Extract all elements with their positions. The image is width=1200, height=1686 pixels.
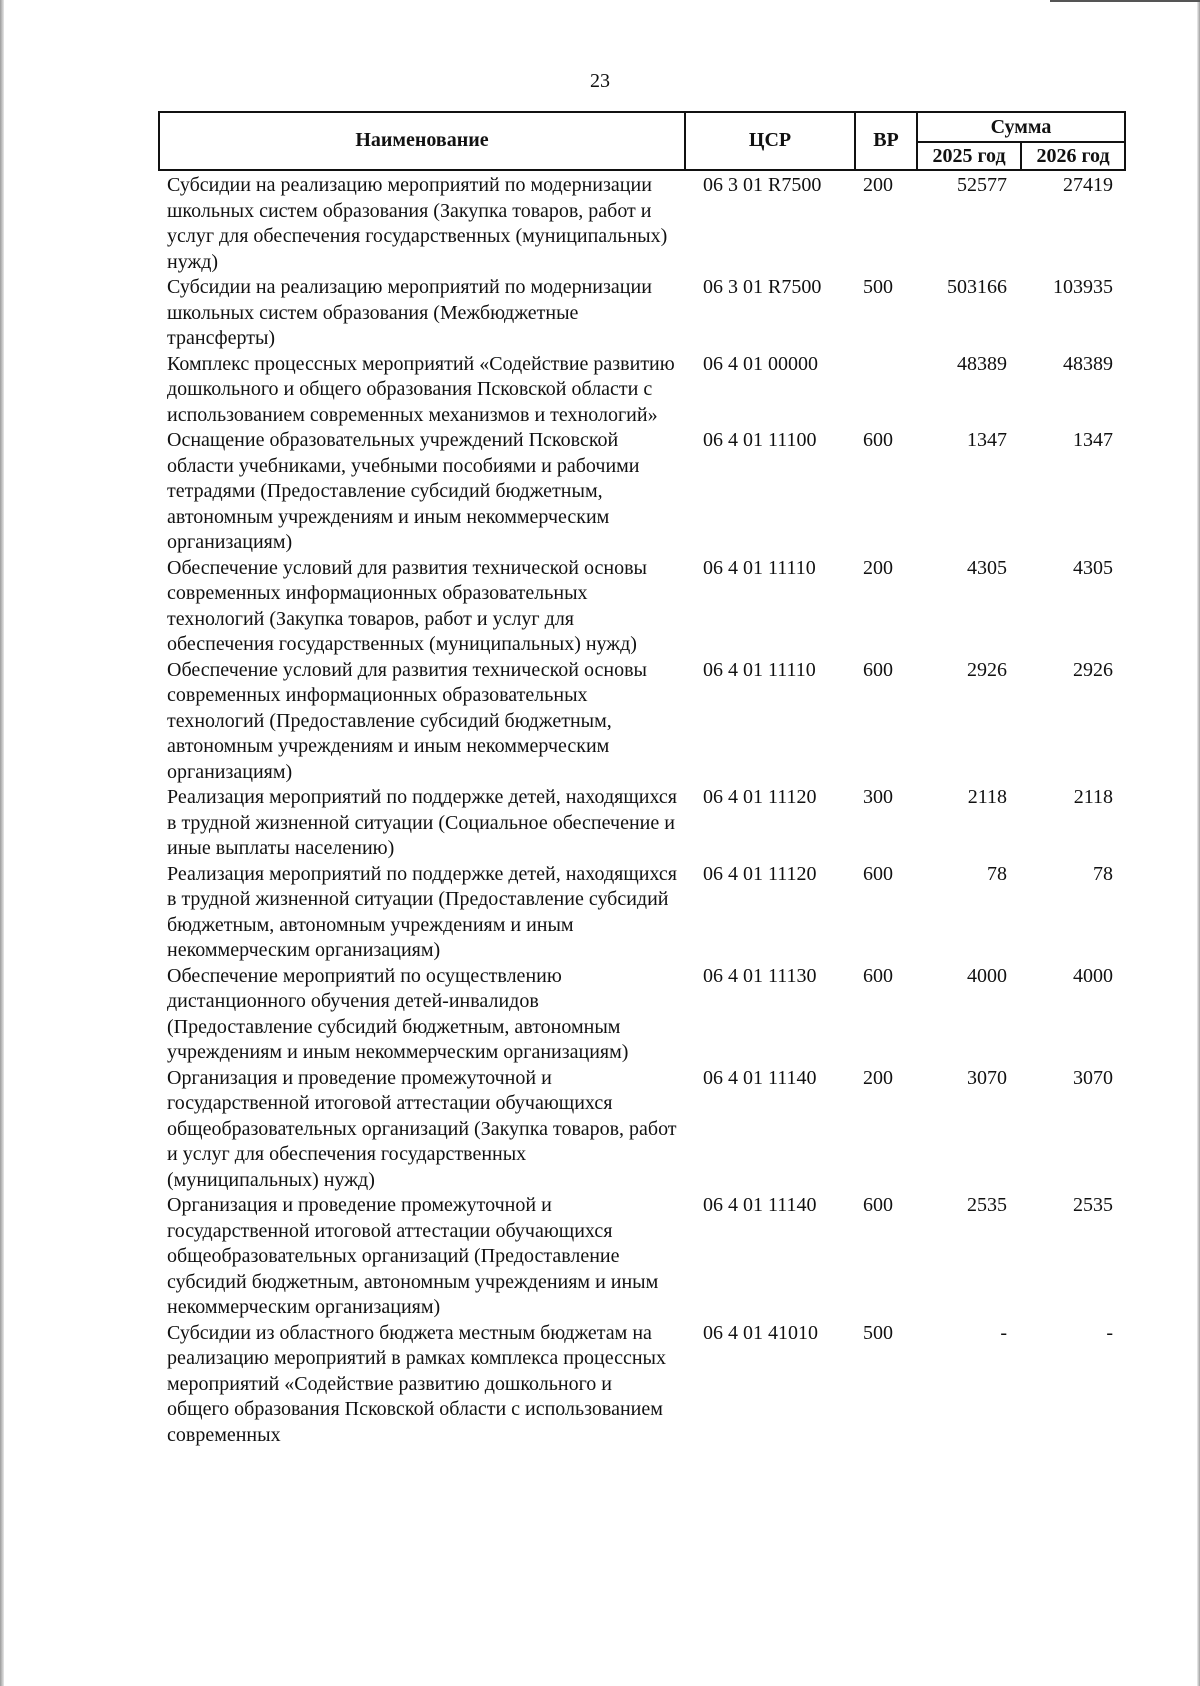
row-sum-2025: - xyxy=(1000,1321,1007,1344)
row-sum-2025: 4000 xyxy=(967,964,1007,987)
row-sum-2025: 78 xyxy=(987,862,1007,885)
row-vr xyxy=(855,352,917,429)
row-vr: 600 xyxy=(863,429,893,451)
header-name: Наименование xyxy=(159,112,685,170)
table-row xyxy=(159,658,1125,786)
row-sum-2025: 2926 xyxy=(967,658,1007,681)
row-name: Обеспечение мероприятий по осуществлению дистанционного обучения детей-инвалидов (Предоставление субсидий бюджетным, автономным учреждениям и иным некоммерческим организациям) xyxy=(167,964,629,1063)
row-sum-2026: 2926 xyxy=(1073,658,1114,681)
row-csr: 06 4 01 11120 xyxy=(703,786,817,808)
row-sum-2026: 4305 xyxy=(1073,556,1114,579)
row-csr: 06 4 01 11140 xyxy=(703,1066,817,1089)
row-csr: 06 4 01 11110 xyxy=(703,556,816,579)
header-vr: ВР xyxy=(855,112,917,170)
row-csr: 06 4 01 11130 xyxy=(703,964,817,987)
row-vr: 200 xyxy=(863,556,893,579)
row-vr: 500 xyxy=(863,276,893,298)
table-row xyxy=(159,1193,1125,1321)
table-row xyxy=(159,1321,1125,1449)
table-row xyxy=(159,428,1125,556)
row-sum-2026: 78 xyxy=(1093,862,1114,885)
row-csr: 06 4 01 11100 xyxy=(703,429,817,451)
row-csr: 06 4 01 00000 xyxy=(703,352,818,375)
scan-edge-top xyxy=(1050,0,1200,2)
page-number: 23 xyxy=(590,70,610,92)
table-header xyxy=(159,112,1125,170)
table-row xyxy=(159,862,1125,964)
row-csr: 06 4 01 11140 xyxy=(703,1194,817,1216)
header-csr: ЦСР xyxy=(685,112,855,170)
row-csr: 06 4 01 11110 xyxy=(703,658,816,681)
row-sum-2026: 48389 xyxy=(1063,352,1114,375)
header-sum: Сумма xyxy=(917,112,1125,142)
table-row xyxy=(159,352,1125,429)
table-row xyxy=(159,785,1125,862)
row-vr: 200 xyxy=(863,174,893,196)
row-name: Обеспечение условий для развития технической основы современных информационных образовательных технологий (Закупка товаров, работ и услуг для обеспечения государственных (муниципальных) нужд) xyxy=(167,556,647,655)
row-csr: 06 3 01 R7500 xyxy=(703,174,822,196)
row-csr: 06 4 01 11120 xyxy=(703,862,817,885)
row-name: Реализация мероприятий по поддержке детей, находящихся в трудной жизненной ситуации (Предоставление субсидий бюджетным, автономным учреждениям и иным некоммерческим организациям) xyxy=(167,862,677,961)
row-name: Субсидии на реализацию мероприятий по модернизации школьных систем образования (Закупка товаров, работ и услуг для обеспечения государственных (муниципальных) нужд) xyxy=(167,174,668,273)
row-vr: 200 xyxy=(863,1066,893,1089)
budget-table xyxy=(158,111,1126,1448)
table-body xyxy=(159,170,1125,1448)
row-name: Организация и проведение промежуточной и государственной итоговой аттестации обучающихся общеобразовательных организаций (Предоставление субсидий бюджетным, автономным учреждениям и иным некоммерческим организациям) xyxy=(167,1194,659,1318)
row-vr: 500 xyxy=(863,1321,893,1344)
table-row xyxy=(159,1066,1125,1194)
row-sum-2025: 2118 xyxy=(967,786,1007,808)
row-sum-2025: 1347 xyxy=(967,429,1007,451)
row-vr: 600 xyxy=(863,1194,893,1216)
table-row xyxy=(159,170,1125,275)
row-vr: 600 xyxy=(863,964,893,987)
row-sum-2025: 4305 xyxy=(967,556,1007,579)
row-vr: 300 xyxy=(863,786,893,808)
row-vr: 600 xyxy=(863,862,893,885)
row-sum-2026: 1347 xyxy=(1073,429,1114,451)
row-csr: 06 4 01 41010 xyxy=(703,1321,818,1344)
table-row xyxy=(159,964,1125,1066)
row-name: Субсидии из областного бюджета местным бюджетам на реализацию мероприятий в рамках комплекса процессных мероприятий «Содействие развитию дошкольного и общего образования Псковской области с использованием современных xyxy=(167,1321,666,1446)
row-name: Обеспечение условий для развития технической основы современных информационных образовательных технологий (Предоставление субсидий бюджетным, автономным учреждениям и иным некоммерческим организациям) xyxy=(167,658,647,783)
row-csr: 06 3 01 R7500 xyxy=(703,276,822,298)
row-sum-2026: 3070 xyxy=(1073,1066,1114,1089)
scan-edge-left xyxy=(0,0,4,1686)
header-year-2026: 2026 год xyxy=(1021,142,1125,170)
row-name: Организация и проведение промежуточной и государственной итоговой аттестации обучающихся общеобразовательных организаций (Закупка товаров, работ и услуг для обеспечения государственных (муниципальных) нужд) xyxy=(167,1066,677,1191)
row-sum-2025: 503166 xyxy=(947,276,1007,298)
row-sum-2026: 27419 xyxy=(1063,174,1114,196)
row-name: Субсидии на реализацию мероприятий по модернизации школьных систем образования (Межбюджетные трансферты) xyxy=(167,276,652,349)
row-sum-2026: 2118 xyxy=(1073,786,1114,808)
row-name: Оснащение образовательных учреждений Псковской области учебниками, учебными пособиями и рабочими тетрадями (Предоставление субсидий бюджетным, автономным учреждениям и иным некоммерческим организациям) xyxy=(167,429,640,553)
row-sum-2025: 48389 xyxy=(957,352,1007,375)
row-name: Реализация мероприятий по поддержке детей, находящихся в трудной жизненной ситуации (Социальное обеспечение и иные выплаты населению) xyxy=(167,786,677,859)
row-sum-2026: 4000 xyxy=(1073,964,1114,987)
row-sum-2026: 103935 xyxy=(1053,276,1114,298)
table-row xyxy=(159,556,1125,658)
row-sum-2026: - xyxy=(1106,1321,1114,1344)
row-sum-2025: 52577 xyxy=(957,174,1007,196)
row-vr: 600 xyxy=(863,658,893,681)
row-sum-2025: 3070 xyxy=(967,1066,1007,1089)
header-year-2025: 2025 год xyxy=(917,142,1021,170)
row-sum-2025: 2535 xyxy=(967,1194,1007,1216)
table-row xyxy=(159,275,1125,352)
row-sum-2026: 2535 xyxy=(1073,1194,1114,1216)
row-name: Комплекс процессных мероприятий «Содействие развитию дошкольного и общего образования Псковской области с использованием современных механизмов и технологий» xyxy=(167,352,675,426)
